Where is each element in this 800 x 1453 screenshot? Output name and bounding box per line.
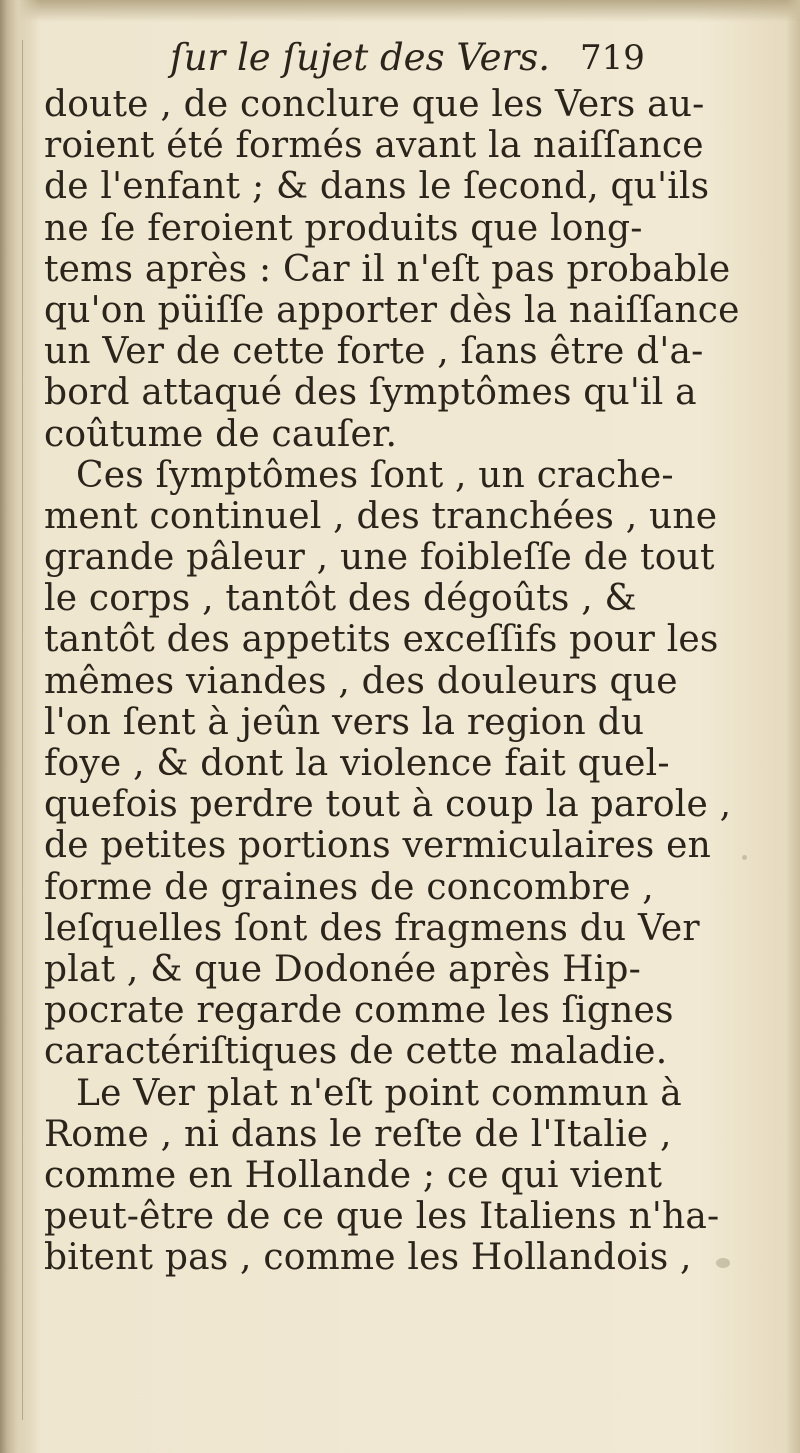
text-line: doute , de conclure que les Vers au- xyxy=(44,84,705,125)
text-line: roient été formés avant la naiſſance xyxy=(44,125,704,167)
body-text xyxy=(44,84,784,1278)
page-number: 719 xyxy=(579,38,645,78)
text-line: Rome , ni dans le reſte de l'Italie , xyxy=(44,1113,672,1155)
gutter-line xyxy=(22,40,23,1420)
paragraph-start-line: Le Ver plat n'eſt point commun à xyxy=(76,1072,682,1114)
text-line: de l'enfant ; & dans le ſecond, qu'ils xyxy=(44,166,710,208)
text-line: caractériſtiques de cette maladie. xyxy=(44,1031,668,1073)
text-line: mêmes viandes , des douleurs que xyxy=(44,660,678,702)
text-line: leſquelles ſont des fragmens du Ver xyxy=(44,907,700,949)
text-line: l'on ſent à jeûn vers la region du xyxy=(44,701,645,743)
text-line: foye , & dont la violence fait quel- xyxy=(44,743,670,784)
text-line: coûtume de cauſer. xyxy=(44,413,398,455)
text-line: comme en Hollande ; ce qui vient xyxy=(44,1154,663,1196)
text-line: peut-être de ce que les Italiens n'ha- xyxy=(44,1196,720,1238)
running-title: ſur le ſujet des Vers. xyxy=(170,36,550,79)
page-right-edge xyxy=(786,0,800,1453)
text-line: quefois perdre tout à coup la parole , xyxy=(44,784,732,826)
text-line: ne ſe feroient produits que long- xyxy=(44,207,643,249)
text-line: le corps , tantôt des dégoûts , & xyxy=(44,578,637,620)
running-head xyxy=(170,36,645,79)
text-line: bord attaqué des ſymptômes qu'il a xyxy=(44,372,697,414)
text-line: tems après : Car il n'eſt pas probable xyxy=(44,248,731,290)
page-binding-edge xyxy=(0,0,40,1453)
text-line: ment continuel , des tranchées , une xyxy=(44,495,718,537)
text-line: tantôt des appetits exceſſifs pour les xyxy=(44,619,719,661)
text-line: plat , & que Dodonée après Hip- xyxy=(44,948,642,990)
text-line: grande pâleur , une foibleſſe de tout xyxy=(44,537,715,579)
paragraph-start-line: Ces ſymptômes ſont , un crache- xyxy=(76,454,674,496)
text-line: qu'on püiſſe apporter dès la naiſſance xyxy=(44,289,740,331)
text-line: forme de graines de concombre , xyxy=(44,866,654,908)
text-line: un Ver de cette forte , ſans être d'a- xyxy=(44,331,704,373)
text-line: de petites portions vermiculaires en xyxy=(44,825,711,867)
page-top-shadow xyxy=(0,0,800,22)
text-line: bitent pas , comme les Hollandois , xyxy=(44,1237,692,1279)
text-line: pocrate regarde comme les ſignes xyxy=(44,990,674,1032)
